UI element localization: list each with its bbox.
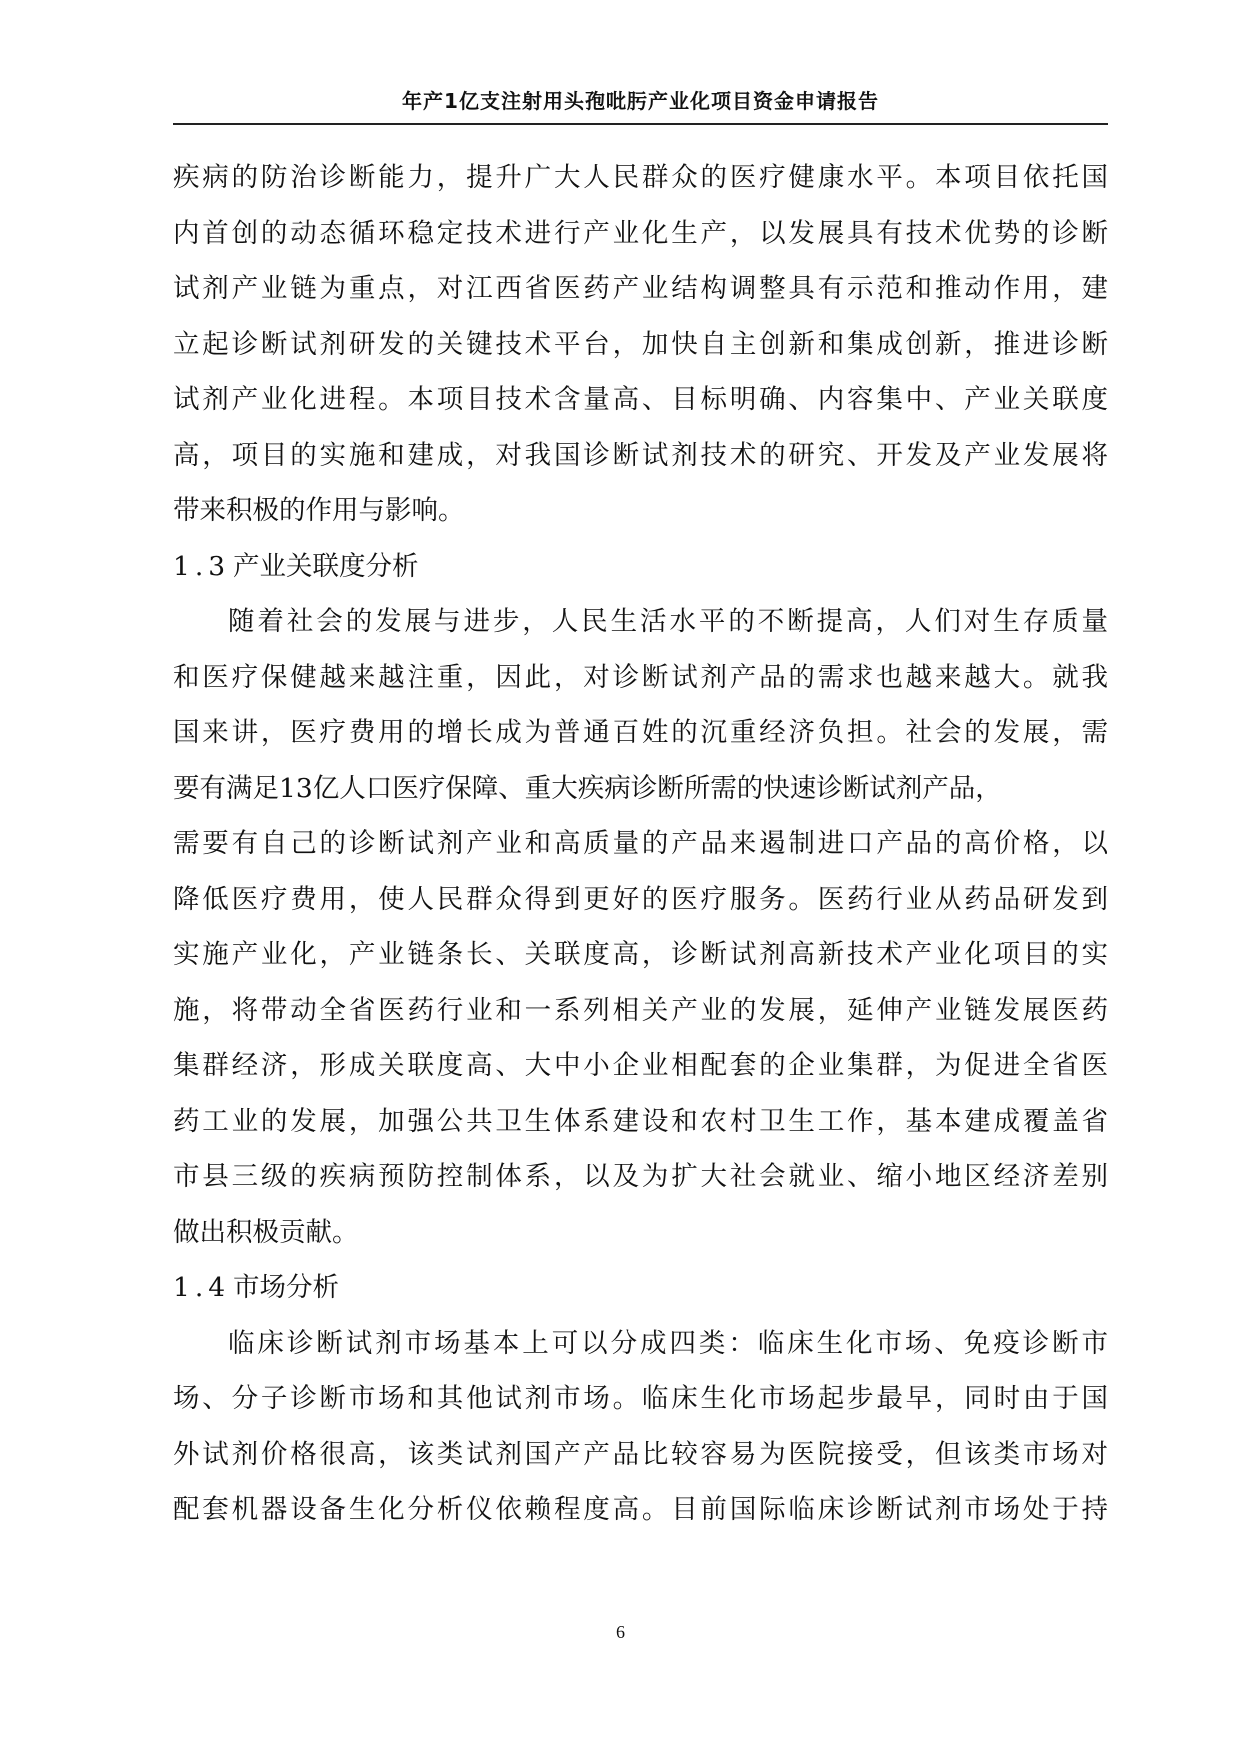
text-line: 配套机器设备生化分析仪依赖程度高。目前国际临床诊断试剂市场处于持 [173,1494,1108,1525]
text-line: 外试剂价格很高，该类试剂国产产品比较容易为医院接受，但该类市场对 [173,1438,1108,1470]
section-title: 市场分析 [233,1272,339,1303]
text-line: 需要有自己的诊断试剂产业和高质量的产品来遏制进口产品的高价格，以 [173,828,1108,859]
page-number: 6 [616,1622,625,1642]
text-line: 随着社会的发展与进步，人民生活水平的不断提高，人们对生存质量 [228,606,1108,637]
text-line: 市县三级的疾病预防控制体系，以及为扩大社会就业、缩小地区经济差别 [173,1161,1108,1192]
paragraph-market-analysis [173,1316,1108,1538]
text-line: 实施产业化，产业链条长、关联度高，诊断试剂高新技术产业化项目的实 [173,939,1108,970]
text-line: 内首创的动态循环稳定技术进行产业化生产，以发展具有技术优势的诊断 [173,217,1108,249]
text-line: 药工业的发展，加强公共卫生体系建设和农村卫生工作，基本建成覆盖省 [173,1105,1108,1137]
section-heading-1-3 [173,539,1108,595]
text-line: 场、分子诊断市场和其他试剂市场。临床生化市场起步最早，同时由于国 [173,1383,1108,1414]
text-line: 试剂产业链为重点，对江西省医药产业结构调整具有示范和推动作用，建 [173,273,1108,304]
document-body [173,150,1108,1538]
section-number: 1.3 [173,550,231,582]
text-line: 要有满足13亿人口医疗保障、重大疾病诊断所需的快速诊断试剂产品， [173,772,1002,804]
text-line: 带来积极的作用与影响。 [173,495,465,526]
text-line: 降低医疗费用，使人民群众得到更好的医疗服务。医药行业从药品研发到 [173,883,1108,915]
section-number: 1.4 [173,1272,231,1303]
text-line: 试剂产业化进程。本项目技术含量高、目标明确、内容集中、产业关联度 [173,384,1108,415]
text-line: 施，将带动全省医药行业和一系列相关产业的发展，延伸产业链发展医药 [173,994,1108,1026]
paragraph-industry-correlation [173,594,1108,1260]
text-line: 国来讲，医疗费用的增长成为普通百姓的沉重经济负担。社会的发展，需 [173,717,1108,748]
paragraph-intro-continuation [173,150,1108,539]
text-line: 高，项目的实施和建成，对我国诊断试剂技术的研究、开发及产业发展将 [173,439,1108,471]
section-title: 产业关联度分析 [233,550,419,582]
text-line: 和医疗保健越来越注重，因此，对诊断试剂产品的需求也越来越大。就我 [173,661,1108,693]
text-line: 疾病的防治诊断能力，提升广大人民群众的医疗健康水平。本项目依托国 [173,162,1108,193]
text-line: 临床诊断试剂市场基本上可以分成四类：临床生化市场、免疫诊断市 [228,1327,1108,1359]
text-line: 立起诊断试剂研发的关键技术平台，加快自主创新和集成创新，推进诊断 [173,328,1108,360]
section-heading-1-4 [173,1260,1108,1316]
running-header: 年产1亿支注射用头孢吡肟产业化项目资金申请报告 [173,86,1108,125]
text-line: 集群经济，形成关联度高、大中小企业相配套的企业集群，为促进全省医 [173,1050,1108,1081]
text-line: 做出积极贡献。 [173,1216,359,1248]
